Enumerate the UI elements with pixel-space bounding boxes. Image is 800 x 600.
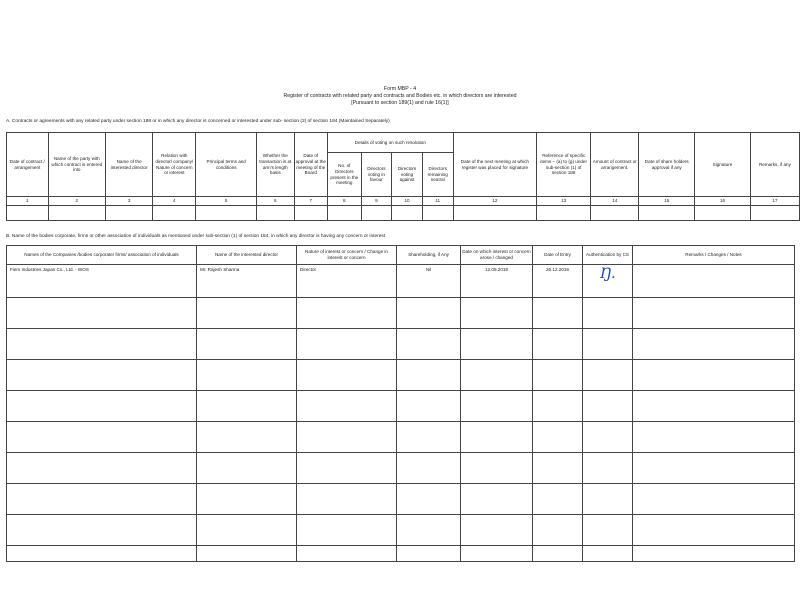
col-interested-director: Name of the interested director — [197, 246, 297, 265]
empty-cell — [633, 515, 795, 546]
col-date-contract: Date of contract / arrangement — [7, 133, 49, 197]
cs-signature — [583, 265, 633, 298]
empty-cell — [328, 206, 362, 221]
related-party-contracts-table — [6, 132, 800, 221]
signature-mark: Ŋ. — [599, 266, 616, 282]
empty-cell — [197, 360, 297, 391]
empty-cell — [197, 484, 297, 515]
column-number: 15 — [639, 197, 695, 206]
empty-cell — [633, 265, 795, 298]
empty-cell — [397, 422, 461, 453]
empty-cell — [461, 546, 533, 562]
empty-cell — [7, 484, 197, 515]
empty-cell — [297, 298, 397, 329]
empty-cell — [197, 391, 297, 422]
col-companies: Names of the Companies /bodies corporate/ firms/ association of individuals — [7, 246, 197, 265]
column-number: 4 — [153, 197, 196, 206]
empty-cell — [297, 546, 397, 562]
column-number: 14 — [591, 197, 639, 206]
col-voting-favour: Directors voting in favour — [361, 153, 392, 197]
empty-cell — [633, 546, 795, 562]
col-principal-terms: Principal terms and conditions — [196, 133, 257, 197]
empty-cell — [397, 391, 461, 422]
empty-cell — [633, 391, 795, 422]
empty-cell — [361, 206, 392, 221]
empty-cell — [197, 329, 297, 360]
column-number: 9 — [361, 197, 392, 206]
empty-cell — [397, 546, 461, 562]
empty-cell — [197, 546, 297, 562]
empty-cell — [7, 298, 197, 329]
empty-cell — [461, 360, 533, 391]
empty-cell — [461, 422, 533, 453]
col-nature: Nature of interest or concern / Change in interest or concern — [297, 246, 397, 265]
shareholding-value: Nil — [397, 265, 461, 298]
interest-nature: Director — [297, 265, 397, 298]
column-number: 7 — [294, 197, 328, 206]
empty-cell — [397, 453, 461, 484]
empty-cell — [197, 453, 297, 484]
empty-cell — [583, 360, 633, 391]
empty-cell — [461, 453, 533, 484]
empty-cell — [583, 391, 633, 422]
empty-cell — [7, 453, 197, 484]
column-number: 6 — [257, 197, 295, 206]
empty-cell — [7, 329, 197, 360]
col-voting-against: Directors voting against — [392, 153, 423, 197]
empty-cell — [533, 515, 583, 546]
interested-bodies-table — [6, 245, 795, 562]
empty-cell — [461, 515, 533, 546]
empty-cell — [197, 515, 297, 546]
empty-cell — [197, 422, 297, 453]
empty-cell — [294, 206, 328, 221]
empty-cell — [397, 484, 461, 515]
empty-cell — [7, 206, 49, 221]
empty-cell — [633, 360, 795, 391]
empty-cell — [533, 484, 583, 515]
column-number: 3 — [106, 197, 153, 206]
empty-cell — [461, 298, 533, 329]
column-number: 1 — [7, 197, 49, 206]
col-voting-group: Details of voting on such resolution — [328, 133, 454, 153]
col-amount: Amount of contract or arrangement. — [591, 133, 639, 197]
empty-cell — [297, 453, 397, 484]
director-name: Mr. Rajesh Sharma — [197, 265, 297, 298]
col-remaining-neutral: Directors remaining neutral — [422, 153, 453, 197]
col-signature: Signature — [695, 133, 751, 197]
empty-cell — [297, 515, 397, 546]
empty-cell — [397, 329, 461, 360]
empty-cell — [453, 206, 537, 221]
form-pursuant: [Pursuant to section 189(1) and rule 16(1)] — [351, 100, 449, 106]
empty-cell — [397, 515, 461, 546]
column-number: 13 — [537, 197, 591, 206]
column-number: 2 — [48, 197, 106, 206]
empty-cell — [106, 206, 153, 221]
col-directors-present: No. of Directors present in the meeting — [328, 153, 362, 197]
empty-cell — [583, 515, 633, 546]
empty-cell — [533, 391, 583, 422]
col-authentication: Authentication by CS — [583, 246, 633, 265]
column-number: 12 — [453, 197, 537, 206]
form-subtitle: Register of contracts with related party and contracts and Bodies etc. in which directors are interested — [283, 93, 517, 99]
section-a-title: A. Contracts or agreements with any related party under section 188 or in which any director is concerned or interested under sub- section (2) of section 184 (Maintained Separately) — [6, 119, 390, 124]
col-next-meeting: Date of the next meeting at which register was placed for signature — [453, 133, 537, 197]
empty-cell — [533, 453, 583, 484]
date-interest-value: 12.09.2019 — [461, 265, 533, 298]
col-remarks-notes: Remarks / Changes / Notes — [633, 246, 795, 265]
form-title: Form MBP - 4 — [383, 86, 417, 92]
empty-cell — [422, 206, 453, 221]
section-b-title: B. Name of the bodies corporate, firms or other association of individuals as mentioned under sub-section (1) of section 184, in which any director is having any concern or interest — [6, 234, 386, 239]
empty-cell — [297, 360, 397, 391]
empty-cell — [695, 206, 751, 221]
col-reference-items: Reference of specific items – (a) to (g) under sub-section (1) of section 188 — [537, 133, 591, 197]
column-number: 16 — [695, 197, 751, 206]
empty-cell — [7, 515, 197, 546]
empty-cell — [461, 484, 533, 515]
empty-cell — [533, 546, 583, 562]
empty-cell — [7, 360, 197, 391]
column-number: 8 — [328, 197, 362, 206]
empty-cell — [583, 546, 633, 562]
empty-cell — [533, 360, 583, 391]
empty-cell — [297, 391, 397, 422]
date-entry-value: 26.12.2019 — [533, 265, 583, 298]
empty-cell — [461, 391, 533, 422]
empty-cell — [591, 206, 639, 221]
empty-cell — [583, 422, 633, 453]
empty-cell — [633, 422, 795, 453]
empty-cell — [397, 298, 461, 329]
empty-cell — [533, 298, 583, 329]
empty-cell — [392, 206, 423, 221]
empty-cell — [583, 298, 633, 329]
empty-cell — [48, 206, 106, 221]
empty-cell — [533, 422, 583, 453]
empty-cell — [633, 329, 795, 360]
col-party-name: Name of the party with which contract is entered into — [48, 133, 106, 197]
empty-cell — [583, 453, 633, 484]
col-shareholding: Shareholding, if Any — [397, 246, 461, 265]
col-shareholder-approval: Date of share holders approval if any — [639, 133, 695, 197]
empty-cell — [750, 206, 799, 221]
empty-cell — [537, 206, 591, 221]
empty-cell — [583, 329, 633, 360]
empty-cell — [7, 546, 197, 562]
empty-cell — [639, 206, 695, 221]
company-name: Fiem Industries Japan Co., Ltd. - WOS — [7, 265, 197, 298]
empty-cell — [583, 484, 633, 515]
empty-cell — [257, 206, 295, 221]
empty-cell — [197, 298, 297, 329]
empty-cell — [297, 329, 397, 360]
empty-cell — [7, 422, 197, 453]
column-number: 10 — [392, 197, 423, 206]
empty-cell — [461, 329, 533, 360]
column-number: 17 — [750, 197, 799, 206]
empty-cell — [153, 206, 196, 221]
col-arms-length: Whether the transaction is at arm's length basis — [257, 133, 295, 197]
empty-cell — [297, 422, 397, 453]
col-remarks: Remarks, if any — [750, 133, 799, 197]
col-approval-date: Date of approval at the meeting of the Board — [294, 133, 328, 197]
empty-cell — [633, 298, 795, 329]
col-director-name: Name of the interested director — [106, 133, 153, 197]
col-date-interest: Date on which interest or concern arose / changed — [461, 246, 533, 265]
empty-cell — [196, 206, 257, 221]
column-number: 5 — [196, 197, 257, 206]
empty-cell — [633, 484, 795, 515]
col-date-entry: Date of Entry — [533, 246, 583, 265]
empty-cell — [397, 360, 461, 391]
col-relation: Relation with director/ company/ Nature of concern or interest — [153, 133, 196, 197]
empty-cell — [533, 329, 583, 360]
empty-cell — [633, 453, 795, 484]
empty-cell — [297, 484, 397, 515]
column-number: 11 — [422, 197, 453, 206]
empty-cell — [7, 391, 197, 422]
